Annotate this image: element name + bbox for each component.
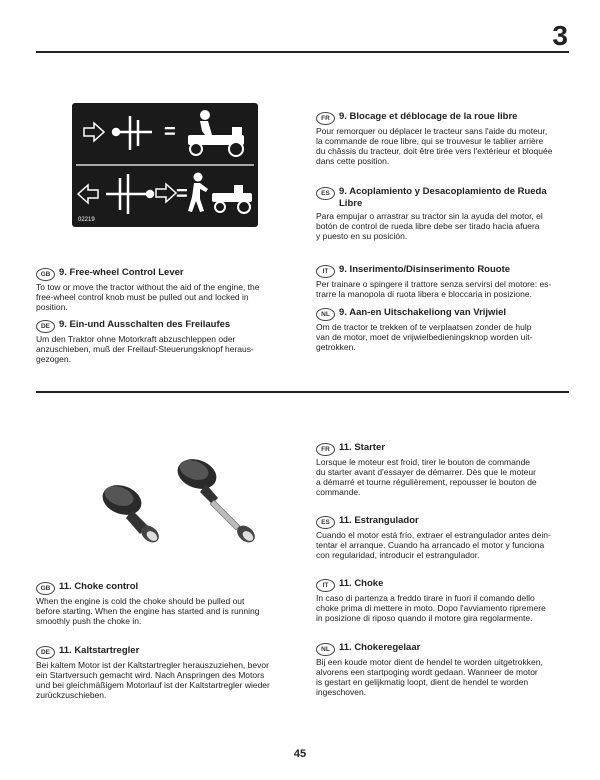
choke-knob-out-icon [173,454,258,546]
section-de-kaltstart [36,645,286,700]
section-body: Pour remorquer ou déplacer le tracteur sans l'aide du moteur, la commande de roue libre, qui se trouvesur le tablier arrière du châssis du tracteur, doit être tirée vers l'extérieur et bloquée dans cette position. [316,126,553,166]
section-de-freilauf [36,319,286,364]
section-body: To tow or move the tractor without the aid of the engine, the free-wheel control knob must be pulled out and locked in position. [36,282,260,312]
section-title: 11. Choke control [59,581,139,592]
lang-badge-de: DE [36,320,55,333]
lang-badge-fr: FR [316,112,335,125]
section-body: Om de tractor te trekken of te verplaatsen zonder de hulp van de motor, moet de vrijwielbedieningsknop worden uit- getrokken. [316,322,533,352]
arrow-left-icon [78,185,98,203]
section-title: 11. Kaltstartregler [59,645,140,656]
section-body: Cuando el motor está frío, extraer el estrangulador antes dein- tentar el arranque. Cuando ha arrancado el motor y funciona con regularidad, introducir el estrangulador. [316,530,551,560]
lang-badge-it: IT [316,265,335,278]
section-it-ruota-libera [316,264,566,299]
section-title: 11. Starter [339,442,385,453]
section-body: Bij een koude motor dient de hendel te worden uitgetrokken, alvorens een startpoging wordt gedaan. Wanneer de motor is gestart en gelijkmatig loopt, dient de hendel te worden ingeschoven. [316,657,543,697]
lang-badge-nl: NL [316,308,335,321]
middle-divider [36,391,569,393]
section-title: 11. Chokeregelaar [339,642,421,653]
top-divider [36,51,569,53]
lang-badge-gb: GB [36,268,55,281]
choke-knob-in-icon [98,480,162,546]
lang-badge-de: DE [36,646,55,659]
section-body: When the engine is cold the choke should be pulled out before starting. When the engine has started and is running smoothly push the choke in. [36,596,260,626]
section-title: 9. Ein-und Ausschalten des Freilaufes [59,319,231,330]
section-es-rueda-libre [316,186,566,241]
section-title: 9. Inserimento/Disinserimento Rouote [339,264,511,275]
arrow-right-icon-2 [156,184,176,202]
section-body: In caso di partenza a freddo tirare in fuori il comando dello choke prima di mettere in moto. Dopo l'avviamento ripremere in posizione di riposo quando il motore gira regolarmente. [316,593,546,623]
equals-sign-top: = [164,121,176,143]
section-body: Lorsque le moteur est froid, tirer le bouton de commande du starter avant d'essayer de démarrer. Dès que le moteur a démarré et tourne régulièrement, repousser le bouton de commande. [316,457,537,497]
section-body: Para empujar o arrastrar su tractor sin la ayuda del motor, el botón de control de rueda libre debe ser tirado hacia afuera y puesto en su posición. [316,211,543,241]
section-fr-starter [316,442,566,497]
section-title: 11. Choke [339,578,384,589]
free-wheel-pictogram [72,103,258,227]
lever-icon-top [113,116,152,150]
section-title: 11. Estrangulador [339,515,419,526]
section-es-estrangulador [316,515,566,560]
section-fr-roue-libre [316,111,566,166]
lever-icon-bottom [106,174,153,214]
choke-knob-illustration [92,452,278,552]
section-nl-chokeregelaar [316,642,566,697]
tractor-rider-icon [188,110,244,156]
lang-badge-es: ES [316,187,335,200]
figure-code: 02219 [78,217,95,223]
equals-sign-bottom: = [176,183,188,205]
chapter-number: 3 [552,20,568,51]
section-it-choke [316,578,566,623]
section-gb-choke [36,581,286,626]
section-body: Um den Traktor ohne Motorkraft abzuschleppen oder anzuschieben, muß der Freilauf-Steuerungsknopf heraus- gezogen. [36,334,254,364]
lang-badge-nl: NL [316,643,335,656]
section-title: 9. Free-wheel Control Lever [59,267,184,278]
section-body: Per trainare o spingere il trattore senza servirsi del motore: es- trarre la manopola di ruota libera e bloccaria in posizione. [316,279,552,299]
person-pushing-tractor-icon [188,173,252,214]
section-title: 9. Aan-en Uitschakeliong van Vrijwiel [339,307,507,318]
lang-badge-it: IT [316,579,335,592]
section-body: Bei kaltem Motor ist der Kaltstartregler herauszuziehen, bevor ein Startversuch gemacht wird. Nach Anspringen des Motors und bei gleichmäßigem Motorlauf ist der Kaltstartregler wieder zurückzuschieben. [36,660,270,700]
section-gb-free-wheel [36,267,286,312]
lang-badge-es: ES [316,516,335,529]
section-title: 9. Acoplamiento y Desacoplamiento de Rueda Libre [339,186,547,209]
lang-badge-fr: FR [316,443,335,456]
page-number: 45 [293,748,307,760]
free-wheel-diagram [72,103,258,227]
section-title: 9. Blocage et déblocage de la roue libre [339,111,518,122]
lang-badge-gb: GB [36,582,55,595]
arrow-right-icon [84,123,104,141]
section-nl-vrijwiel [316,307,566,352]
